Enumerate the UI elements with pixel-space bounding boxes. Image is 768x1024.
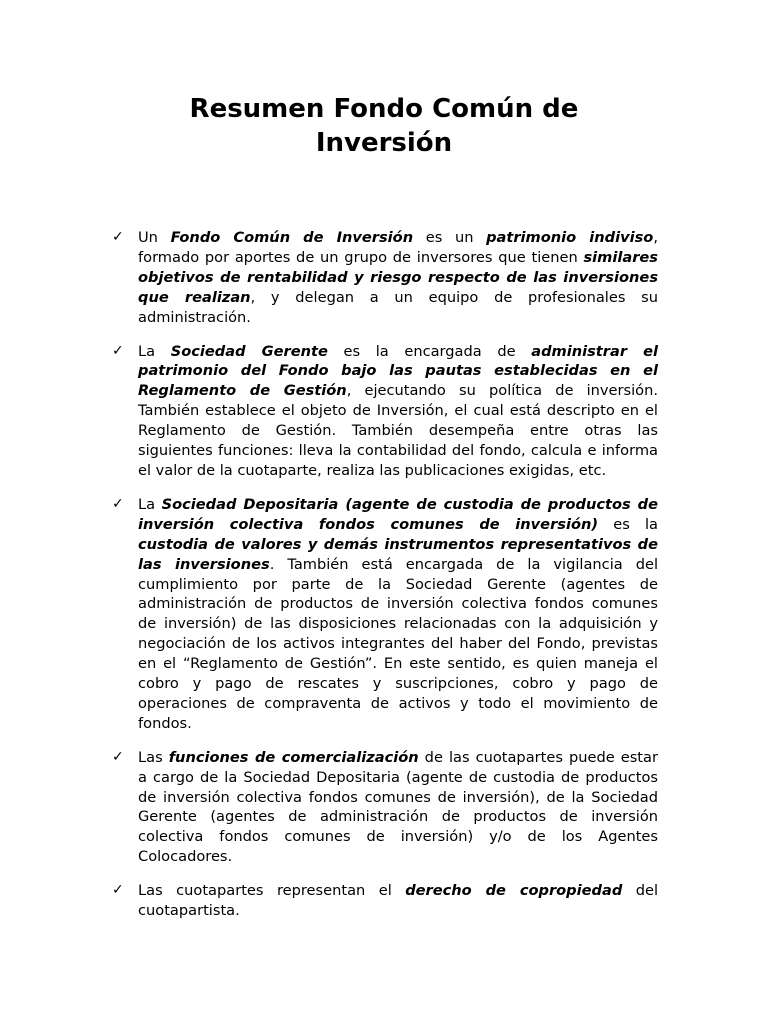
list-item [112, 228, 658, 328]
list-item [112, 342, 658, 481]
list-item [112, 748, 658, 867]
item-text: La Sociedad Gerente es la encargada de administrar el patrimonio del Fondo bajo las pautas establecidas en el Reglamento de Gestión, ejecutando su política de inversión. También establece el objeto de Inversión, el cual está descripto en el Reglamento de Gestión. También desempeña entre otras las siguientes funciones: lleva la contabilidad del fondo, calcula e informa el valor de la cuotaparte, realiza las publicaciones exigidas, etc. [138, 342, 658, 479]
check-icon: ✓ [112, 229, 124, 245]
list-item [112, 495, 658, 734]
check-icon: ✓ [112, 882, 124, 899]
check-icon: ✓ [112, 342, 124, 359]
item-text: La Sociedad Depositaria (agente de custodia de productos de inversión colectiva fondos comunes de inversión) es la custodia de valores y demás instrumentos representativos de las inversiones. También está encargada de la vigilancia del cumplimiento por parte de la Sociedad Gerente (agentes de administración de productos de inversión colectiva fondos comunes de inversión) de las disposiciones relacionadas con la adquisición y negociación de los activos integrantes del haber del Fondo, previstas en el “Reglamento de Gestión”. En este sentido, es quien maneja el cobro y pago de rescates y suscripciones, cobro y pago de operaciones de compraventa de activos y todo el movimiento de fondos. [138, 495, 659, 732]
check-icon: ✓ [112, 748, 124, 765]
check-icon: ✓ [112, 495, 124, 512]
list-item [112, 881, 658, 921]
item-text: Las funciones de comercialización de las cuotapartes puede estar a cargo de la Sociedad Depositaria (agente de custodia de productos de inversión colectiva fondos comunes de inversión), de la Sociedad Gerente (agentes de administración de productos de inversión colectiva fondos comunes de inversión) y/o de los Agentes Colocadores. [138, 748, 658, 866]
item-text: Las cuotapartes representan el derecho de copropiedad del cuotapartista. [138, 882, 659, 920]
title-line-1: Resumen Fondo Común de [189, 94, 579, 124]
page-title [0, 92, 768, 160]
title-line-2: Inversión [315, 128, 453, 158]
bullet-list [112, 228, 658, 935]
item-text: Un Fondo Común de Inversión es un patrimonio indiviso, formado por aportes de un grupo de inversores que tienen similares objetivos de rentabilidad y riesgo respecto de las inversiones que realizan, y delegan a un equipo de profesionales su administración. [138, 229, 658, 326]
